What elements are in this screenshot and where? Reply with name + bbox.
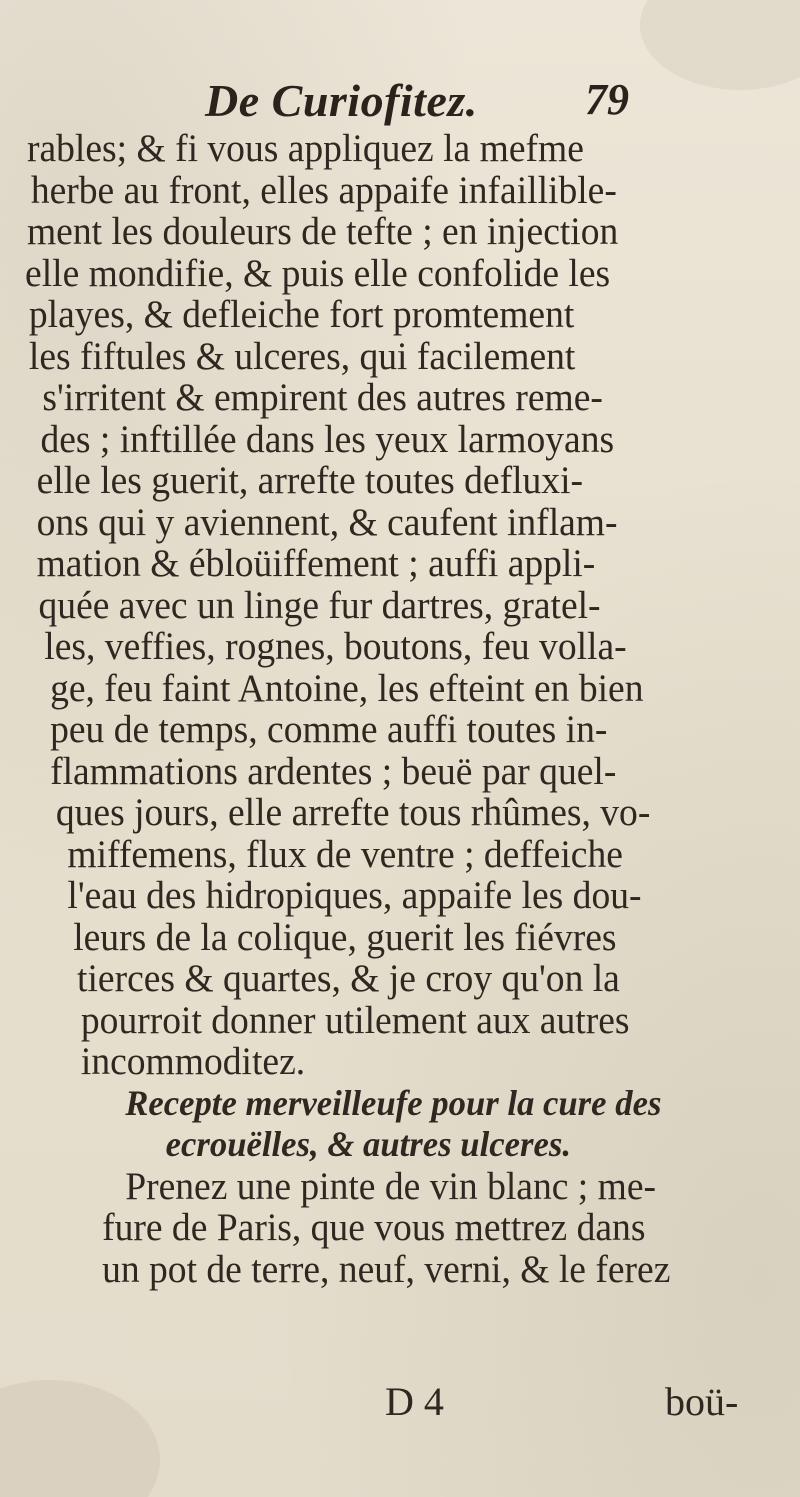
text-line: flammations ardentes ; beuë par quel-	[50, 749, 617, 793]
text-line: elle les guerit, arrefte toutes defluxi-	[36, 459, 584, 502]
text-line: ques jours, elle arrefte tous rhûmes, vo-	[55, 791, 651, 834]
footer-line	[0, 1378, 800, 1422]
text-line: ge, feu faint Antoine, les efteint en bien	[50, 666, 644, 710]
page-header	[0, 70, 800, 126]
text-line: rables; & fi vous appliquez la mefme	[26, 127, 584, 170]
text-line: l'eau des hidropiques, appaife les dou-	[67, 874, 642, 917]
text-line: mation & ébloüiffement ; auffi appli-	[36, 542, 596, 585]
running-title: De Curiofitez.	[205, 75, 478, 126]
text-line: herbe au front, elles appaife infaillible-	[30, 168, 617, 212]
text-line: leurs de la colique, guerit les fiévres	[73, 915, 617, 959]
text-line: pourroit donner utilement aux autres	[80, 998, 630, 1042]
text-line: miffemens, flux de ventre ; deffeiche	[67, 832, 623, 876]
section-heading-line: Recepte merveilleufe pour la cure des	[125, 1082, 662, 1123]
text-line: un pot de terre, neuf, verni, & le ferez	[102, 1247, 671, 1291]
signature-mark: D 4	[385, 1379, 444, 1424]
text-line: playes, & defleiche fort promtement	[28, 293, 575, 336]
text-line: les fiftules & ulceres, qui facilement	[28, 334, 576, 378]
catchword: boü-	[665, 1379, 739, 1424]
text-line: incommoditez.	[80, 1040, 306, 1083]
page-number: 79	[585, 75, 629, 124]
text-line: ons qui y aviennent, & caufent inflam-	[36, 500, 618, 544]
text-line: quée avec un linge fur dartres, gratel-	[38, 583, 601, 627]
text-line: fure de Paris, que vous mettrez dans	[102, 1206, 646, 1249]
text-line: peu de temps, comme auffi toutes in-	[50, 708, 608, 751]
text-line: des ; inftillée dans les yeux larmoyans	[40, 417, 615, 461]
section-heading-line: ecrouëlles, & autres ulceres.	[165, 1124, 572, 1164]
text-line: elle mondifie, & puis elle confolide les	[25, 251, 611, 295]
text-line: s'irritent & empirent des autres reme-	[42, 376, 603, 419]
text-line: ment les douleurs de tefte ; en injection	[26, 210, 619, 253]
text-line: tierces & quartes, & je croy qu'on la	[77, 957, 620, 1000]
text-line: les, veffies, rognes, boutons, feu volla-	[44, 625, 627, 668]
text-line: Prenez une pinte de vin blanc ; me-	[125, 1164, 657, 1208]
body-text	[0, 128, 800, 1290]
